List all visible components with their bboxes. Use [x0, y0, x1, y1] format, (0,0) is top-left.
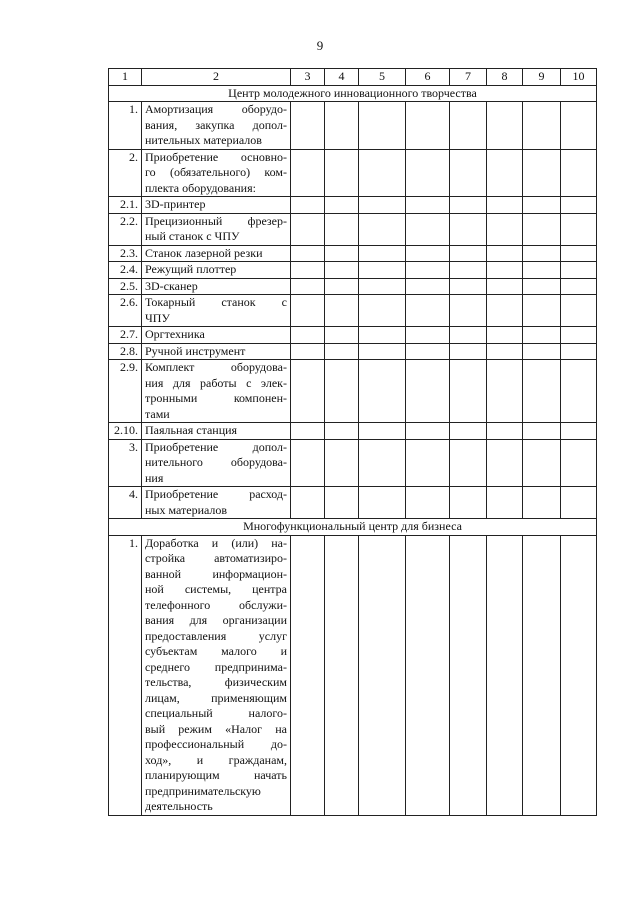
empty-cell	[359, 295, 406, 327]
description-line: субъектам малого и	[145, 644, 287, 658]
description-line: Станок лазерной резки	[145, 245, 263, 260]
column-header: 8	[487, 69, 523, 86]
empty-cell	[406, 213, 450, 245]
empty-cell	[523, 423, 561, 440]
empty-cell	[523, 197, 561, 214]
empty-cell	[487, 423, 523, 440]
empty-cell	[359, 487, 406, 519]
empty-cell	[487, 102, 523, 150]
empty-cell	[359, 535, 406, 815]
table-row	[109, 487, 597, 519]
description-line: тронными компонен-	[145, 391, 287, 405]
empty-cell	[561, 213, 597, 245]
empty-cell	[325, 360, 359, 423]
empty-cell	[291, 535, 325, 815]
empty-cell	[450, 439, 487, 487]
empty-cell	[325, 245, 359, 262]
empty-cell	[406, 439, 450, 487]
empty-cell	[561, 423, 597, 440]
description-line: вый режим «Налог на	[145, 721, 287, 736]
description-line: Приобретение расход-	[145, 487, 287, 501]
empty-cell	[523, 343, 561, 360]
row-description	[142, 102, 291, 150]
section-title: Многофункциональный центр для бизнеса	[109, 519, 597, 536]
empty-cell	[487, 327, 523, 344]
empty-cell	[359, 278, 406, 295]
empty-cell	[561, 245, 597, 262]
description-line: планирующим начать	[145, 768, 287, 782]
empty-cell	[561, 327, 597, 344]
empty-cell	[450, 360, 487, 423]
empty-cell	[406, 245, 450, 262]
table-row	[109, 262, 597, 279]
empty-cell	[523, 262, 561, 279]
empty-cell	[325, 295, 359, 327]
empty-cell	[523, 102, 561, 150]
description-line: тами	[145, 406, 170, 421]
page-number: 9	[316, 38, 324, 53]
empty-cell	[325, 343, 359, 360]
empty-cell	[487, 343, 523, 360]
empty-cell	[450, 278, 487, 295]
section-header-row	[109, 519, 597, 536]
empty-cell	[487, 262, 523, 279]
empty-cell	[325, 149, 359, 197]
empty-cell	[406, 343, 450, 360]
empty-cell	[291, 439, 325, 487]
empty-cell	[523, 360, 561, 423]
row-number: 2.6.	[109, 295, 142, 327]
table-row	[109, 149, 597, 197]
empty-cell	[450, 197, 487, 214]
section-title: Центр молодежного инновационного творчества	[109, 85, 597, 102]
description-line: го (обязательного) ком-	[145, 165, 287, 179]
row-number: 3.	[109, 439, 142, 487]
empty-cell	[523, 213, 561, 245]
empty-cell	[523, 149, 561, 197]
budget-table	[108, 68, 597, 816]
description-line: лицам, применяющим	[145, 690, 287, 705]
description-line: ход», и гражданам,	[145, 752, 287, 767]
description-line: Комплект оборудова-	[145, 360, 287, 374]
description-line: профессиональный до-	[145, 737, 287, 751]
empty-cell	[523, 245, 561, 262]
empty-cell	[487, 439, 523, 487]
empty-cell	[359, 149, 406, 197]
table-row	[109, 535, 597, 815]
empty-cell	[450, 423, 487, 440]
row-description	[142, 278, 291, 295]
empty-cell	[325, 262, 359, 279]
empty-cell	[359, 343, 406, 360]
empty-cell	[561, 149, 597, 197]
empty-cell	[561, 360, 597, 423]
description-line: Паяльная станция	[145, 423, 238, 437]
empty-cell	[359, 213, 406, 245]
table-row	[109, 295, 597, 327]
section-header-row	[109, 85, 597, 102]
empty-cell	[406, 197, 450, 214]
empty-cell	[450, 327, 487, 344]
empty-cell	[523, 487, 561, 519]
row-number: 2.3.	[109, 245, 142, 262]
row-description	[142, 487, 291, 519]
column-header: 1	[109, 69, 142, 86]
row-description	[142, 262, 291, 279]
empty-cell	[523, 327, 561, 344]
description-line: Амортизация оборудо-	[145, 102, 287, 116]
empty-cell	[325, 197, 359, 214]
empty-cell	[450, 213, 487, 245]
description-line: предпринимательскую	[145, 783, 261, 798]
empty-cell	[325, 278, 359, 295]
empty-cell	[406, 262, 450, 279]
description-line: Токарный станок с	[145, 295, 287, 309]
description-line: деятельность	[145, 799, 213, 813]
description-line: ной системы, центра	[145, 582, 287, 596]
empty-cell	[450, 245, 487, 262]
row-description	[142, 149, 291, 197]
empty-cell	[561, 535, 597, 815]
column-header: 9	[523, 69, 561, 86]
column-header: 4	[325, 69, 359, 86]
description-line: Режущий плоттер	[145, 262, 237, 276]
column-header-row	[109, 69, 597, 86]
empty-cell	[359, 327, 406, 344]
description-line: телефонного обслужи-	[145, 597, 287, 612]
empty-cell	[359, 262, 406, 279]
row-number: 2.8.	[109, 343, 142, 360]
row-description	[142, 343, 291, 360]
empty-cell	[325, 213, 359, 245]
description-line: Прецизионный фрезер-	[145, 213, 287, 228]
empty-cell	[325, 102, 359, 150]
empty-cell	[561, 102, 597, 150]
empty-cell	[561, 197, 597, 214]
empty-cell	[359, 439, 406, 487]
row-description	[142, 423, 291, 440]
empty-cell	[450, 295, 487, 327]
empty-cell	[291, 262, 325, 279]
table-row	[109, 245, 597, 262]
description-line: 3D-принтер	[145, 197, 206, 211]
description-line: нительных материалов	[145, 133, 262, 147]
empty-cell	[291, 423, 325, 440]
description-line: Ручной инструмент	[145, 343, 246, 358]
row-description	[142, 295, 291, 327]
empty-cell	[450, 487, 487, 519]
empty-cell	[359, 360, 406, 423]
description-line: ЧПУ	[145, 310, 170, 325]
empty-cell	[561, 278, 597, 295]
column-header: 2	[142, 69, 291, 86]
empty-cell	[450, 102, 487, 150]
empty-cell	[487, 295, 523, 327]
description-line: 3D-сканер	[145, 278, 198, 293]
table-row	[109, 213, 597, 245]
empty-cell	[359, 197, 406, 214]
empty-cell	[406, 149, 450, 197]
table-row	[109, 360, 597, 423]
empty-cell	[325, 487, 359, 519]
column-header: 10	[561, 69, 597, 86]
row-number: 1.	[109, 535, 142, 815]
empty-cell	[406, 423, 450, 440]
empty-cell	[523, 278, 561, 295]
table-row	[109, 423, 597, 440]
row-description	[142, 360, 291, 423]
row-description	[142, 327, 291, 344]
empty-cell	[487, 535, 523, 815]
empty-cell	[406, 278, 450, 295]
row-number: 4.	[109, 487, 142, 519]
row-number: 2.4.	[109, 262, 142, 279]
empty-cell	[487, 213, 523, 245]
row-number: 2.2.	[109, 213, 142, 245]
empty-cell	[291, 327, 325, 344]
empty-cell	[291, 360, 325, 423]
column-header: 6	[406, 69, 450, 86]
empty-cell	[561, 343, 597, 360]
empty-cell	[359, 423, 406, 440]
empty-cell	[487, 149, 523, 197]
empty-cell	[450, 535, 487, 815]
empty-cell	[291, 487, 325, 519]
description-line: ных материалов	[145, 502, 228, 517]
table-row	[109, 327, 597, 344]
description-line: специальный налого-	[145, 706, 287, 720]
empty-cell	[406, 535, 450, 815]
empty-cell	[406, 327, 450, 344]
empty-cell	[291, 295, 325, 327]
description-line: ный станок с ЧПУ	[145, 229, 240, 243]
description-line: вания, закупка допол-	[145, 117, 287, 132]
table-row	[109, 343, 597, 360]
description-line: ния для работы с элек-	[145, 375, 287, 390]
empty-cell	[487, 245, 523, 262]
column-header: 5	[359, 69, 406, 86]
description-line: Приобретение допол-	[145, 439, 287, 454]
row-number: 2.7.	[109, 327, 142, 344]
description-line: стройка автоматизиро-	[145, 551, 287, 565]
empty-cell	[359, 245, 406, 262]
table-row	[109, 278, 597, 295]
row-description	[142, 535, 291, 815]
table-row	[109, 102, 597, 150]
empty-cell	[450, 343, 487, 360]
row-description	[142, 245, 291, 262]
description-line: вания для организации	[145, 613, 287, 627]
row-number: 2.	[109, 149, 142, 197]
description-line: ния	[145, 470, 164, 485]
description-line: плекта оборудования:	[145, 180, 256, 195]
empty-cell	[487, 278, 523, 295]
empty-cell	[561, 295, 597, 327]
empty-cell	[561, 439, 597, 487]
empty-cell	[291, 213, 325, 245]
row-description	[142, 213, 291, 245]
row-number: 2.10.	[109, 423, 142, 440]
description-line: нительного оборудова-	[145, 455, 287, 469]
description-line: Доработка и (или) на-	[145, 535, 287, 550]
empty-cell	[406, 295, 450, 327]
empty-cell	[487, 360, 523, 423]
column-header: 3	[291, 69, 325, 86]
row-number: 2.9.	[109, 360, 142, 423]
column-header: 7	[450, 69, 487, 86]
description-line: ванной информацион-	[145, 566, 287, 581]
row-description	[142, 197, 291, 214]
description-line: среднего предпринима-	[145, 659, 287, 674]
empty-cell	[561, 262, 597, 279]
empty-cell	[487, 487, 523, 519]
empty-cell	[523, 439, 561, 487]
empty-cell	[325, 327, 359, 344]
empty-cell	[523, 535, 561, 815]
empty-cell	[523, 295, 561, 327]
table-row	[109, 197, 597, 214]
empty-cell	[406, 360, 450, 423]
description-line: Оргтехника	[145, 327, 205, 341]
empty-cell	[291, 343, 325, 360]
empty-cell	[325, 423, 359, 440]
empty-cell	[450, 262, 487, 279]
empty-cell	[291, 278, 325, 295]
empty-cell	[291, 149, 325, 197]
row-description	[142, 439, 291, 487]
empty-cell	[487, 197, 523, 214]
empty-cell	[325, 535, 359, 815]
description-line: Приобретение основно-	[145, 149, 287, 164]
empty-cell	[359, 102, 406, 150]
row-number: 1.	[109, 102, 142, 150]
table-row	[109, 439, 597, 487]
empty-cell	[291, 102, 325, 150]
empty-cell	[325, 439, 359, 487]
empty-cell	[406, 102, 450, 150]
empty-cell	[291, 197, 325, 214]
description-line: тельства, физическим	[145, 675, 287, 689]
empty-cell	[291, 245, 325, 262]
empty-cell	[406, 487, 450, 519]
description-line: предоставления услуг	[145, 628, 287, 643]
empty-cell	[450, 149, 487, 197]
row-number: 2.5.	[109, 278, 142, 295]
row-number: 2.1.	[109, 197, 142, 214]
empty-cell	[561, 487, 597, 519]
